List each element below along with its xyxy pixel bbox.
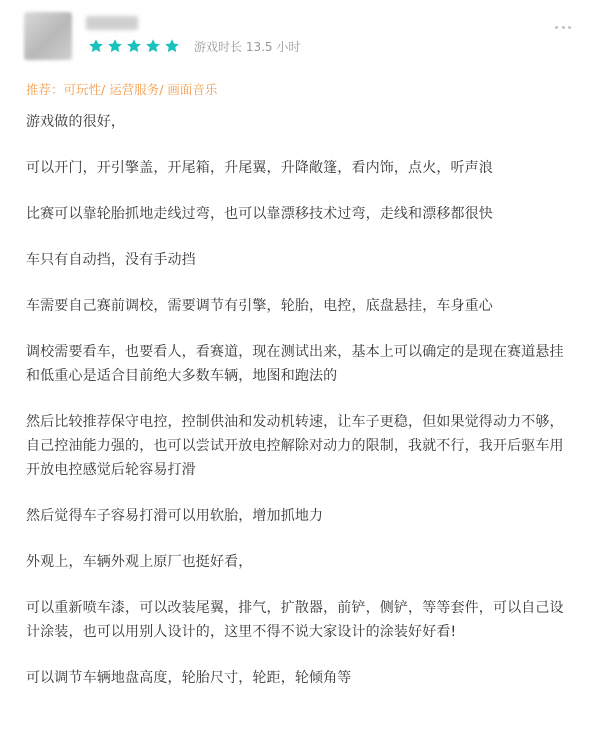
recommend-tag[interactable]: 画面音乐 (163, 82, 218, 97)
recommend-tag[interactable]: 可玩性/ (63, 82, 106, 97)
review-paragraph: 外观上，车辆外观上原厂也挺好看， (26, 554, 253, 570)
avatar[interactable] (24, 12, 72, 60)
review-paragraph: 可以重新喷车漆，可以改装尾翼，排气，扩散器，前铲，侧铲，等等套件，可以自己设计涂装，也可以用别人设计的，这里不得不说大家设计的涂装好好看! (26, 600, 564, 640)
review-paragraph: 比赛可以靠轮胎抓地走线过弯，也可以靠漂移技术过弯，走线和漂移都很快 (26, 206, 493, 222)
star-icon (88, 38, 104, 54)
rating-stars (88, 38, 180, 54)
review-paragraph: 调校需要看车，也要看人，看赛道，现在测试出来，基本上可以确定的是现在赛道悬挂和低重心是适合目前绝大多数车辆，地图和跑法的 (26, 344, 564, 384)
review-body (26, 110, 574, 712)
star-icon (126, 38, 142, 54)
more-dots-icon[interactable] (555, 24, 571, 30)
star-icon (107, 38, 123, 54)
review-paragraph: 然后比较推荐保守电控，控制供油和发动机转速，让车子更稳，但如果觉得动力不够，自己控油能力强的，也可以尝试开放电控解除对动力的限制，我就不行，我开后驱车用开放电控感觉后轮容易打滑 (26, 414, 564, 478)
review-paragraph: 可以调节车辆地盘高度，轮胎尺寸，轮距，轮倾角等 (26, 670, 352, 686)
playtime-label: 游戏时长 13.5 小时 (194, 40, 301, 54)
recommend-prefix: 推荐： (26, 82, 64, 97)
review-paragraph: 车需要自己赛前调校，需要调节有引擎，轮胎，电控，底盘悬挂，车身重心 (26, 298, 493, 314)
review-paragraph: 游戏做的很好， (26, 114, 126, 130)
recommend-tag[interactable]: 运营服务/ (105, 82, 164, 97)
recommend-tags (26, 82, 217, 98)
review-paragraph: 可以开门，开引擎盖，开尾箱，升尾翼，升降敞篷，看内饰，点火，听声浪 (26, 160, 493, 176)
star-icon (145, 38, 161, 54)
username[interactable] (86, 16, 138, 30)
review-paragraph: 然后觉得车子容易打滑可以用软胎，增加抓地力 (26, 508, 324, 524)
star-icon (164, 38, 180, 54)
review-paragraph: 车只有自动挡，没有手动挡 (26, 252, 196, 268)
